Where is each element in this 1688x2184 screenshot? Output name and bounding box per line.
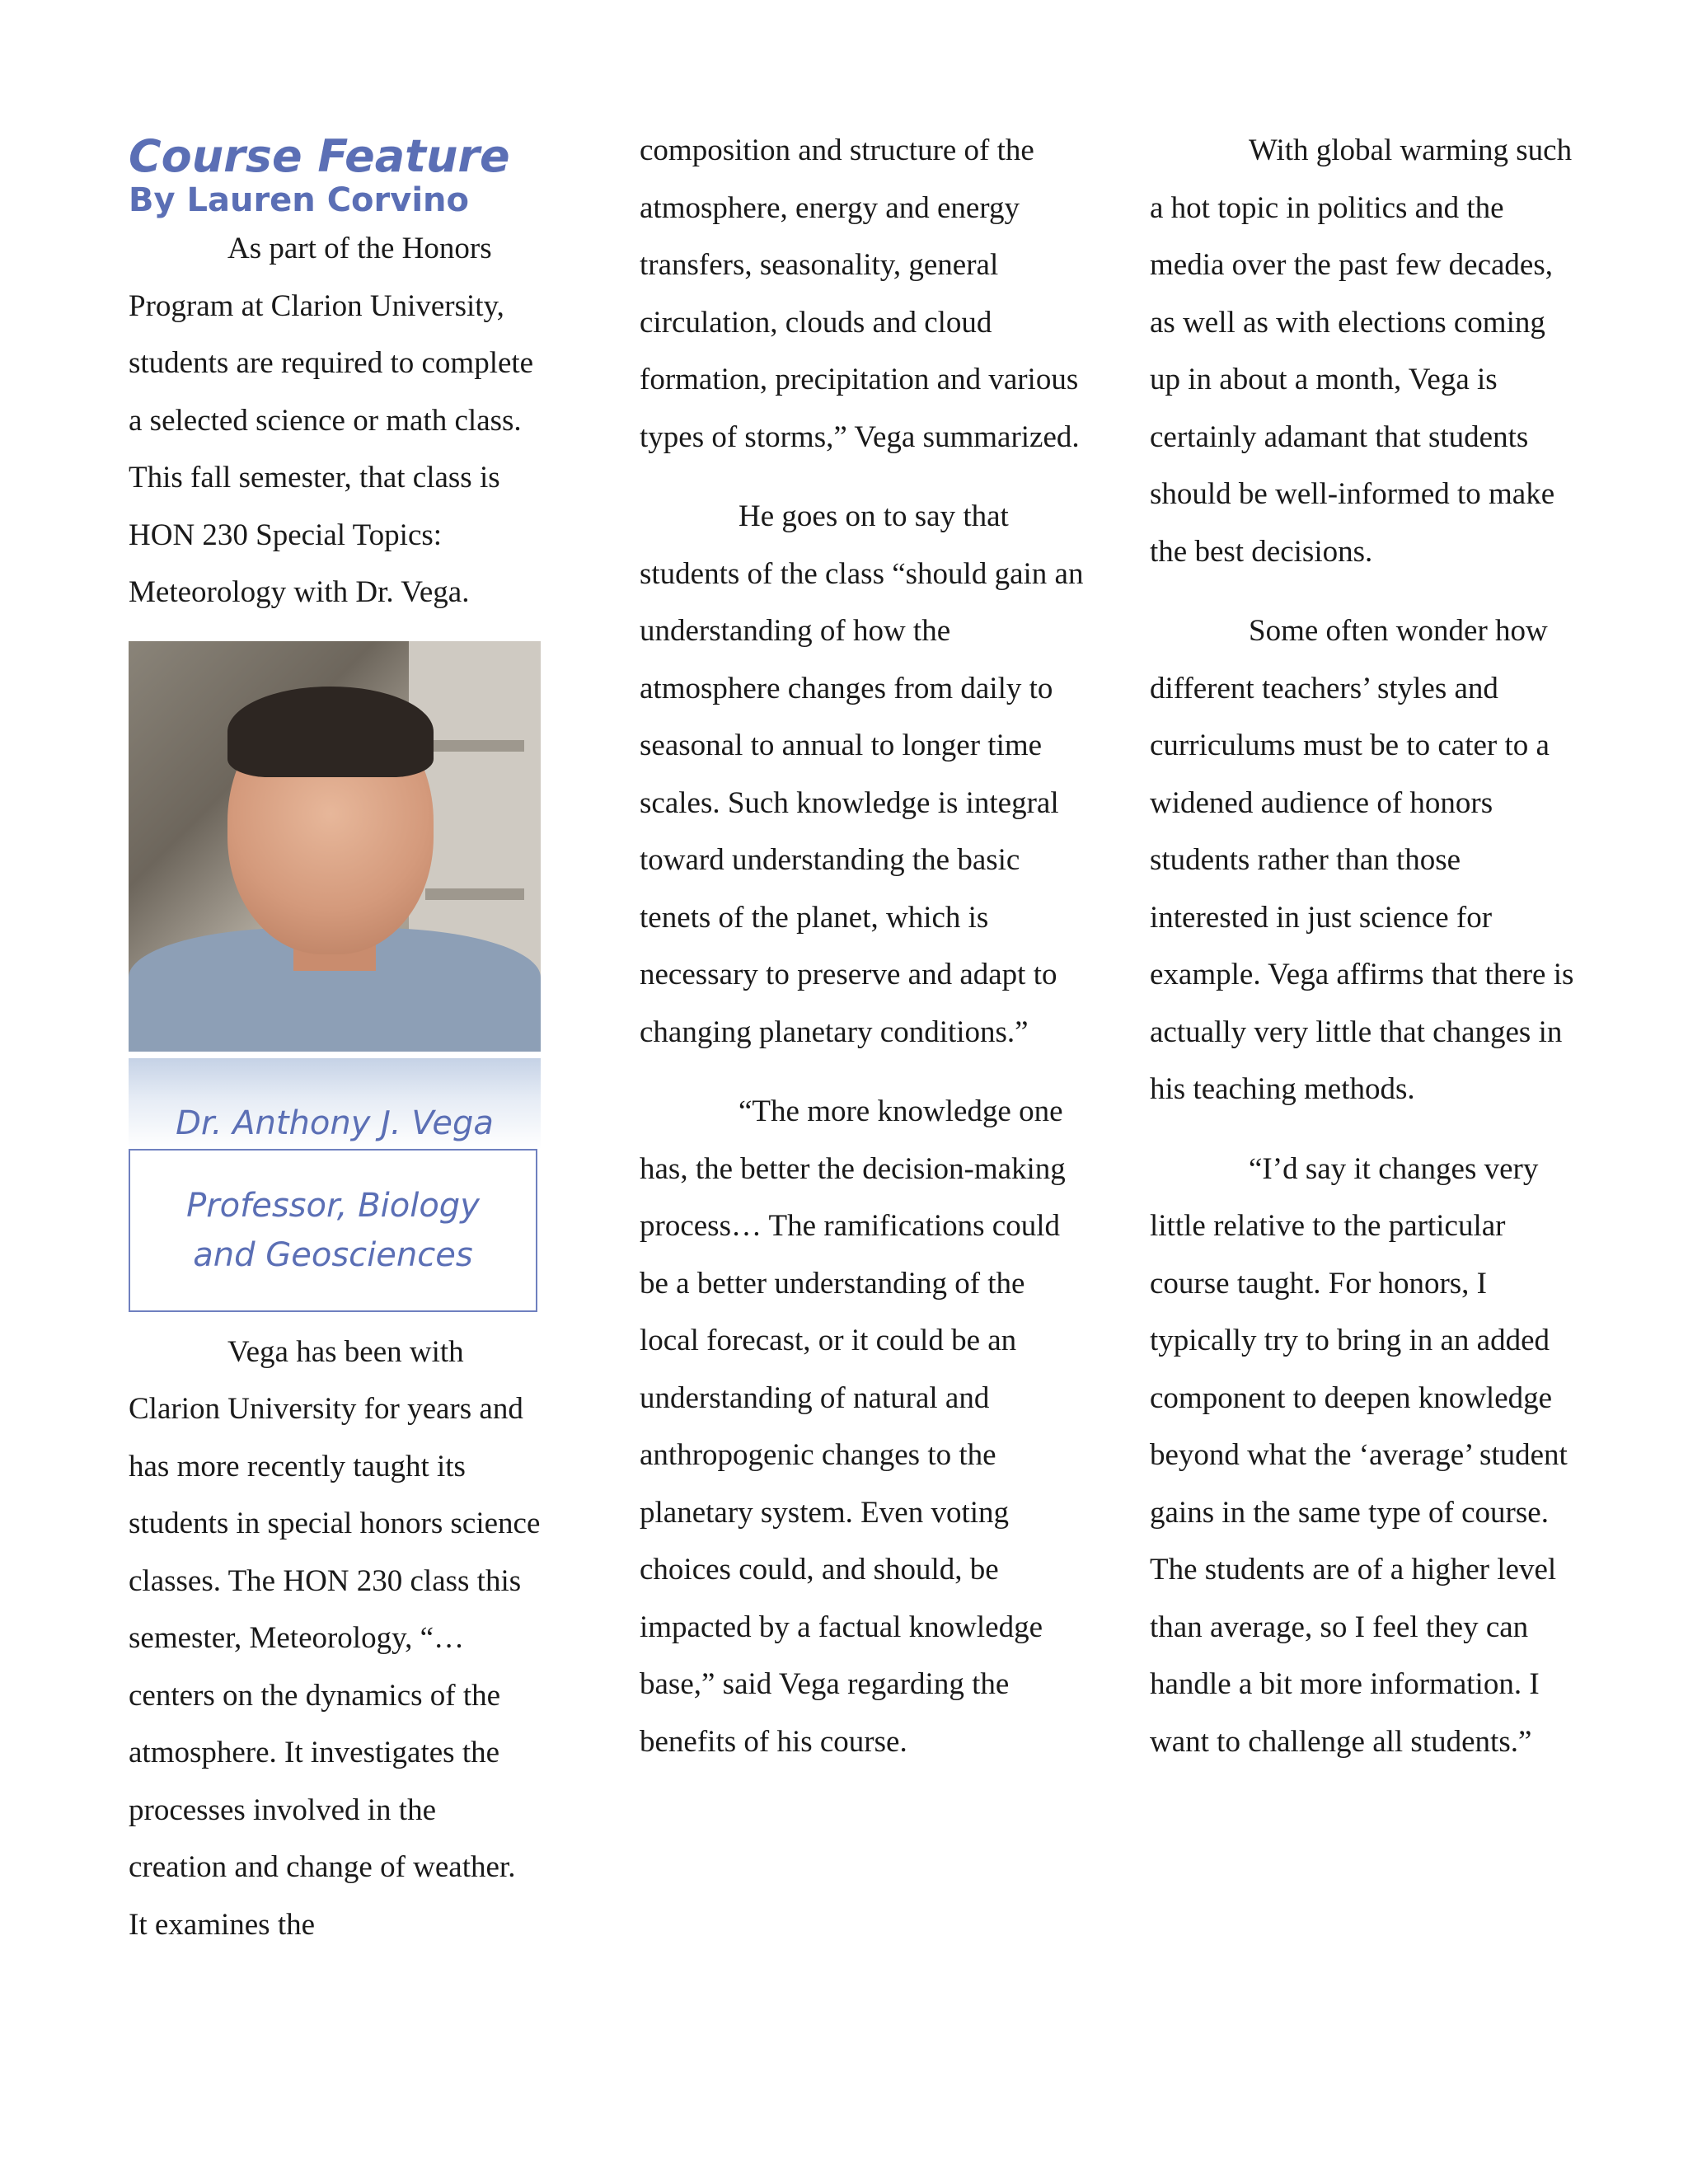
shelf-board	[425, 888, 524, 900]
body-paragraph: “The more knowledge one has, the better the decision-making process… The ramifications could be a better understanding of the local forecast, or it could be an understanding of natural and anthropogenic changes to the planetary system. Even voting choices could, and should, be impacted by a factual knowledge base,” said Vega regarding the benefits of his course.	[640, 1094, 1066, 1759]
body-paragraph: composition and structure of the atmosphere, energy and energy transfers, seasonality, general circulation, clouds and cloud formation, precipitation and various types of storms,” Vega summarized.	[640, 134, 1080, 454]
section-kicker: Course Feature	[129, 130, 510, 182]
caption-title-line-1: Professor, Biology	[186, 1186, 480, 1225]
body-paragraph: Vega has been with Clarion University for years and has more recently taught its students in special honors science classes. The HON 230 class this semester, Meteorology, “…centers on the dynamics of the atmosphere. It investigates the processes involved in the creation and change of weather. It examines the	[129, 1334, 541, 1942]
article-column-2	[640, 122, 1085, 1793]
photo-caption-title	[129, 1149, 537, 1312]
intro-paragraph: As part of the Honors Program at Clarion University, students are required to complete a selected science or math class. This fall semester, that class is HON 230 Special Topics: Meteorology with Dr. Vega.	[129, 232, 534, 610]
body-paragraph: Some often wonder how different teachers’ styles and curriculums must be to cater to a widened audience of honors students rather than those interested in just science for example. Vega affirms that there is actually very little that changes in his teaching methods.	[1150, 614, 1574, 1106]
body-paragraph: “I’d say it changes very little relative to the particular course taught. For honors, I typically try to bring in an added component to deepen knowledge beyond what the ‘average’ student gains in the same type of course. The students are of a higher level than average, so I feel they can handle a bit more information. I want to challenge all students.”	[1150, 1151, 1568, 1759]
author-byline: By Lauren Corvino	[129, 181, 470, 220]
body-paragraph: He goes on to say that students of the class “should gain an understanding of how the atmosphere changes from daily to seasonal to annual to longer time scales. Such knowledge is integral toward understanding the basic tenets of the planet, which is necessary to preserve and adapt to changing planetary conditions.”	[640, 499, 1084, 1049]
shelf-board	[425, 740, 524, 752]
body-paragraph: With global warming such a hot topic in politics and the media over the past few decades, as well as with elections coming up in about a month, Vega is certainly adamant that students should be well-informed to make the best decisions.	[1150, 134, 1573, 569]
photo-caption-name: Dr. Anthony J. Vega	[129, 1058, 541, 1149]
caption-title-line-2: and Geosciences	[193, 1235, 473, 1274]
professor-photo	[129, 641, 541, 1052]
article-column-3	[1150, 122, 1578, 1793]
article-column-1	[129, 122, 541, 1975]
hair	[227, 687, 434, 777]
